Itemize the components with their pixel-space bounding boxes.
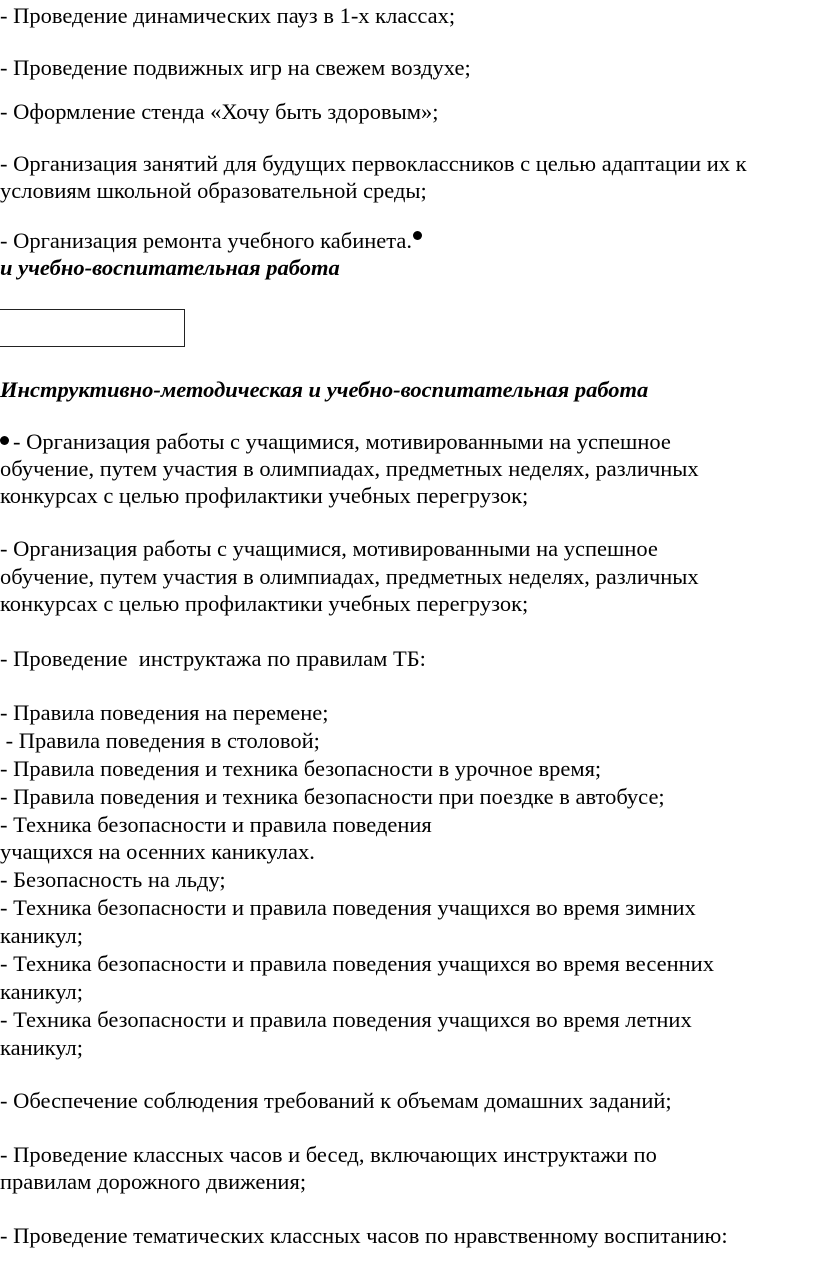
- text-line: каникул;: [0, 923, 84, 948]
- text-line: условиям школьной образовательной среды;: [0, 178, 427, 203]
- blank-field: [0, 309, 185, 347]
- text-line: - Обеспечение соблюдения требований к объемам домашних заданий;: [0, 1088, 672, 1113]
- text-line: конкурсах с целью профилактики учебных перегрузок;: [0, 483, 529, 508]
- bullet-icon: [0, 436, 9, 445]
- text-line: - Правила поведения и техника безопасности в урочное время;: [0, 756, 602, 781]
- text-line: - Техника безопасности и правила поведения учащихся во время зимних: [0, 895, 696, 920]
- text-line: - Правила поведения на перемене;: [0, 700, 329, 725]
- text-line: - Безопасность на льду;: [0, 867, 226, 892]
- text-line: конкурсах с целью профилактики учебных перегрузок;: [0, 591, 529, 616]
- text-line: - Правила поведения в столовой;: [0, 728, 320, 753]
- text-line: - Организация работы с учащимися, мотивированными на успешное: [13, 429, 671, 454]
- text-line: - Организация работы с учащимися, мотивированными на успешное: [0, 536, 658, 561]
- text-line: - Проведение подвижных игр на свежем воздухе;: [0, 55, 471, 80]
- text-line: обучение, путем участия в олимпиадах, предметных неделях, различных: [0, 456, 699, 481]
- text-line: - Техника безопасности и правила поведения: [0, 812, 432, 837]
- section-heading: Инструктивно-методическая и учебно-воспитательная работа: [0, 377, 649, 402]
- bullet-icon: [413, 231, 422, 240]
- text-line: - Организация ремонта учебного кабинета.: [0, 228, 412, 253]
- text-line: каникул;: [0, 979, 84, 1004]
- text-line: - Организация занятий для будущих первоклассников с целью адаптации их к: [0, 151, 747, 176]
- text-line: правилам дорожного движения;: [0, 1169, 307, 1194]
- text-line: каникул;: [0, 1035, 84, 1060]
- section-heading-fragment: и учебно-воспитательная работа: [0, 255, 340, 280]
- text-line: - Техника безопасности и правила поведения учащихся во время весенних: [0, 951, 714, 976]
- text-line: учащихся на осенних каникулах.: [0, 839, 315, 864]
- text-line: - Проведение инструктажа по правилам ТБ:: [0, 646, 426, 671]
- text-line-with-bullet: [0, 227, 422, 255]
- text-line-with-bullet: [0, 428, 671, 456]
- text-line: - Проведение динамических пауз в 1-х классах;: [0, 3, 456, 28]
- text-line: - Оформление стенда «Хочу быть здоровым»;: [0, 99, 439, 124]
- text-line: - Проведение классных часов и бесед, включающих инструктажи по: [0, 1142, 657, 1167]
- text-line: - Техника безопасности и правила поведения учащихся во время летних: [0, 1007, 692, 1032]
- text-line: - Проведение тематических классных часов по нравственному воспитанию:: [0, 1223, 728, 1248]
- text-line: - Правила поведения и техника безопасности при поездке в автобусе;: [0, 784, 665, 809]
- text-line: обучение, путем участия в олимпиадах, предметных неделях, различных: [0, 564, 699, 589]
